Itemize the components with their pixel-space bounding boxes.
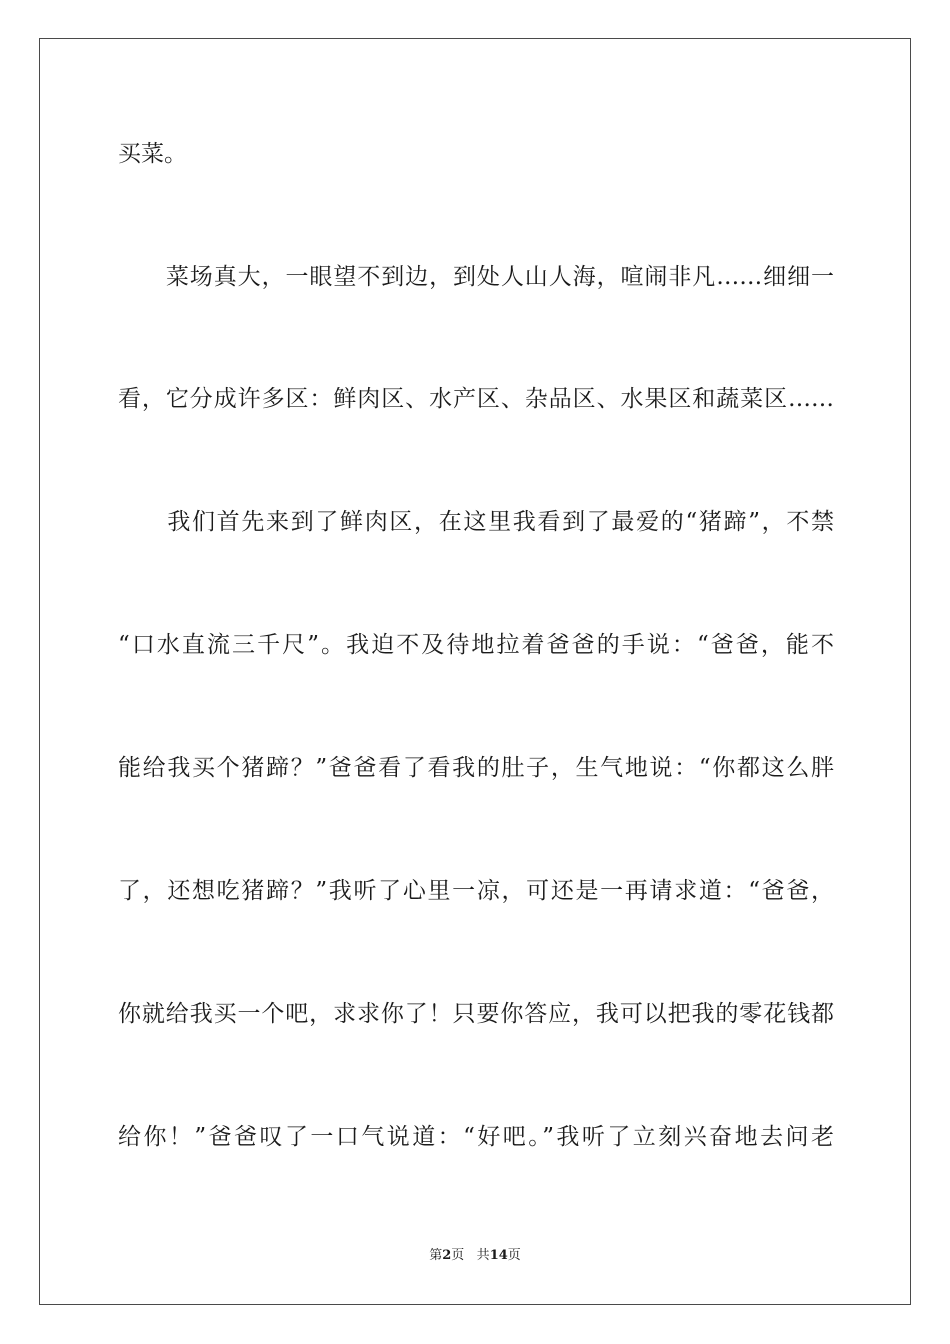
text-line-2: 菜场真大，一眼望不到边，到处人山人海，喧闹非凡……细细一: [118, 264, 834, 290]
text-line-7: 了，还想吃猪蹄？”我听了心里一凉，可还是一再请求道：“爸爸，: [118, 878, 834, 904]
text-line-9: 给你！”爸爸叹了一口气说道：“好吧。”我听了立刻兴奋地去问老: [118, 1124, 834, 1150]
text-line-1: 买菜。: [118, 141, 187, 167]
page-suffix: 页: [451, 1248, 465, 1263]
page-border: [39, 38, 911, 1305]
page-total-number: 14: [489, 1248, 508, 1263]
total-prefix: 共: [476, 1248, 490, 1263]
text-line-5: “口水直流三千尺”。我迫不及待地拉着爸爸的手说：“爸爸，能不: [118, 632, 834, 658]
text-line-6: 能给我买个猪蹄？”爸爸看了看我的肚子，生气地说：“你都这么胖: [118, 755, 834, 781]
page-footer: [0, 1247, 950, 1265]
text-line-3: 看，它分成许多区：鲜肉区、水产区、杂品区、水果区和蔬菜区……: [118, 386, 834, 412]
text-line-4: 我们首先来到了鲜肉区，在这里我看到了最爱的“猪蹄”，不禁: [118, 509, 834, 535]
total-suffix: 页: [507, 1248, 521, 1263]
text-line-8: 你就给我买一个吧，求求你了！只要你答应，我可以把我的零花钱都: [118, 1001, 834, 1027]
page-prefix: 第: [429, 1248, 443, 1263]
page-current-number: 2: [442, 1248, 452, 1263]
